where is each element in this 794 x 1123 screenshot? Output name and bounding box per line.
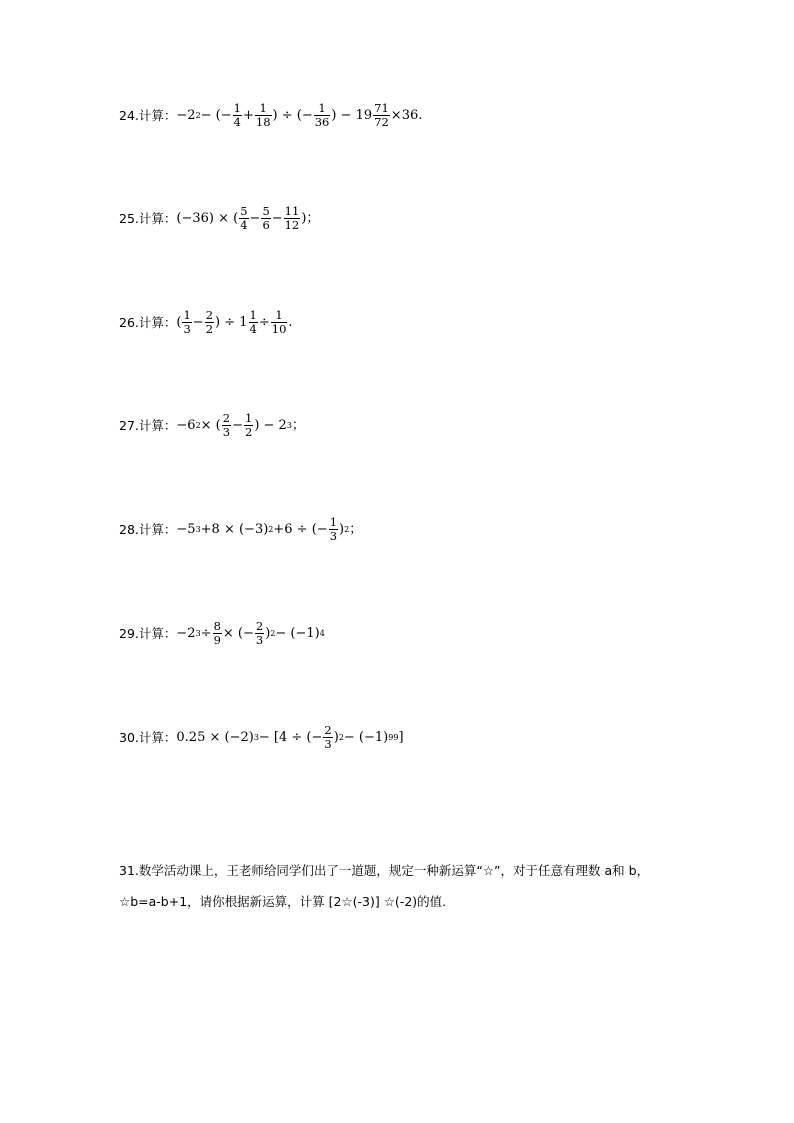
problem-label: 28.计算： xyxy=(119,521,177,537)
numerator: 2 xyxy=(222,411,231,425)
expr-text: ) ÷ 1 xyxy=(215,314,248,330)
numerator: 1 xyxy=(245,411,253,425)
expr-text: − xyxy=(249,210,261,226)
problem-label: 29.计算： xyxy=(119,625,177,641)
denominator: 3 xyxy=(329,529,338,543)
expr-text: ) − 19 xyxy=(331,107,373,123)
numerator: 1 xyxy=(275,308,283,322)
fraction xyxy=(244,412,253,439)
expr-text: − xyxy=(192,314,204,330)
fraction xyxy=(284,205,301,232)
numerator: 2 xyxy=(205,308,214,322)
fraction xyxy=(255,620,264,647)
fraction xyxy=(213,620,222,647)
denominator: 4 xyxy=(233,115,241,129)
expr-text: . xyxy=(288,314,293,330)
expr-text: × (− xyxy=(222,625,254,641)
numerator: 1 xyxy=(233,101,241,115)
denominator: 36 xyxy=(314,115,330,129)
expr-text: 0.25 × (−2) xyxy=(176,729,254,745)
expr-text: ( xyxy=(176,314,182,330)
denominator: 3 xyxy=(255,633,264,647)
expr-text: − xyxy=(271,210,283,226)
fraction xyxy=(239,205,248,232)
expr-text: +8 × (−3) xyxy=(200,521,269,537)
fraction xyxy=(222,412,231,439)
expr-text: ) xyxy=(265,625,271,641)
numerator: 1 xyxy=(318,101,326,115)
fraction xyxy=(261,205,270,232)
denominator: 2 xyxy=(245,425,253,439)
problem-label: 25.计算： xyxy=(119,210,177,226)
problem-25 xyxy=(119,205,319,232)
numerator: 2 xyxy=(255,619,264,633)
problem-28: 28.计算： −5 3 +8 × (−3) 2 +6 ÷ (− $\frac{1}{3}$ ) 2 ； xyxy=(119,515,363,543)
fraction xyxy=(233,102,242,129)
fraction xyxy=(182,309,191,336)
expr-text: ÷ xyxy=(200,625,212,641)
expr-text: − [4 ÷ (− xyxy=(258,729,323,745)
problem-label: 26.计算： xyxy=(119,314,177,330)
expr-text: −2 xyxy=(176,625,196,641)
expr-text: +6 ÷ (− xyxy=(273,521,328,537)
expr-text: ) xyxy=(339,521,345,537)
denominator: 4 xyxy=(249,322,257,336)
expr-text: ； xyxy=(291,417,305,433)
problem-label: 24.计算： xyxy=(119,107,177,123)
expr-text: − xyxy=(232,417,243,433)
denominator: 72 xyxy=(374,115,389,129)
expr-text: −5 xyxy=(176,521,196,537)
numerator: 2 xyxy=(324,723,332,737)
expr-text: )； xyxy=(301,210,320,226)
numerator: 1 xyxy=(259,101,267,115)
expr-text: − (−1) xyxy=(343,729,389,745)
numerator: 71 xyxy=(374,101,389,115)
fraction xyxy=(271,309,288,336)
problem-24: 24.计算： −2 2 − (− $\frac{1}{4}$ + $\frac{1}{18}$ ) ÷ (− $\frac{1}{36}$ ) − 19 $\frac{71}{72}$ ×36. xyxy=(119,101,423,129)
expr-text: −6 xyxy=(176,417,196,433)
problem-label: 30.计算： xyxy=(119,729,177,745)
denominator: 3 xyxy=(324,737,332,751)
denominator: 9 xyxy=(213,633,221,647)
fraction xyxy=(323,724,332,751)
problem-label: 27.计算： xyxy=(119,417,177,433)
denominator: 6 xyxy=(262,218,270,232)
expr-text: − (− xyxy=(200,107,232,123)
denominator: 3 xyxy=(222,425,231,439)
denominator: 3 xyxy=(183,322,191,336)
fraction xyxy=(249,309,258,336)
fraction xyxy=(329,516,338,543)
denominator: 10 xyxy=(271,322,287,336)
problem-31-line-2: ☆b=a-b+1，请你根据新运算，计算 [2☆(-3)] ☆(-2)的值. xyxy=(119,894,447,909)
expr-text: × ( xyxy=(200,417,221,433)
denominator: 18 xyxy=(255,115,271,129)
problem-27: 27.计算： −6 2 × ( $\frac{2}{3}$ − $\frac{1}{2}$ ) − 2 3 ； xyxy=(119,411,305,439)
expr-text: ； xyxy=(349,521,363,537)
fraction xyxy=(205,309,214,336)
numerator: 1 xyxy=(329,515,338,529)
denominator: 4 xyxy=(240,218,248,232)
expr-text: ] xyxy=(398,729,404,745)
expr-text: ) ÷ (− xyxy=(272,107,313,123)
expr-text: (−36) × ( xyxy=(176,210,239,226)
problem-26 xyxy=(119,309,293,336)
expr-text: + xyxy=(242,107,254,123)
denominator: 2 xyxy=(205,322,214,336)
expr-text: ×36. xyxy=(390,107,423,123)
numerator: 1 xyxy=(249,308,257,322)
fraction xyxy=(255,102,272,129)
expr-text: −2 xyxy=(176,107,196,123)
expr-text: − (−1) xyxy=(275,625,320,641)
problem-30: 30.计算： 0.25 × (−2) 3 − [4 ÷ (− $\frac{2}{3}$ ) 2 − (−1) 99 ] xyxy=(119,723,404,751)
problem-31-line-1: 31.数学活动课上，王老师给同学们出了一道题，规定一种新运算“☆”，对于任意有理数 a和 b， xyxy=(119,863,650,878)
expr-text: ) − 2 xyxy=(254,417,287,433)
fraction xyxy=(314,102,331,129)
numerator: 8 xyxy=(213,619,221,633)
denominator: 12 xyxy=(284,218,300,232)
problem-29: 29.计算： −2 3 ÷ $\frac{8}{9}$ × (− $\frac{2}{3}$ ) 2 − (−1) 4 xyxy=(119,619,325,647)
fraction xyxy=(373,102,390,129)
numerator: 5 xyxy=(262,204,270,218)
numerator: 1 xyxy=(183,308,191,322)
numerator: 11 xyxy=(284,204,300,218)
numerator: 5 xyxy=(240,204,248,218)
expr-text: ) xyxy=(333,729,339,745)
expr-text: ÷ xyxy=(258,314,270,330)
